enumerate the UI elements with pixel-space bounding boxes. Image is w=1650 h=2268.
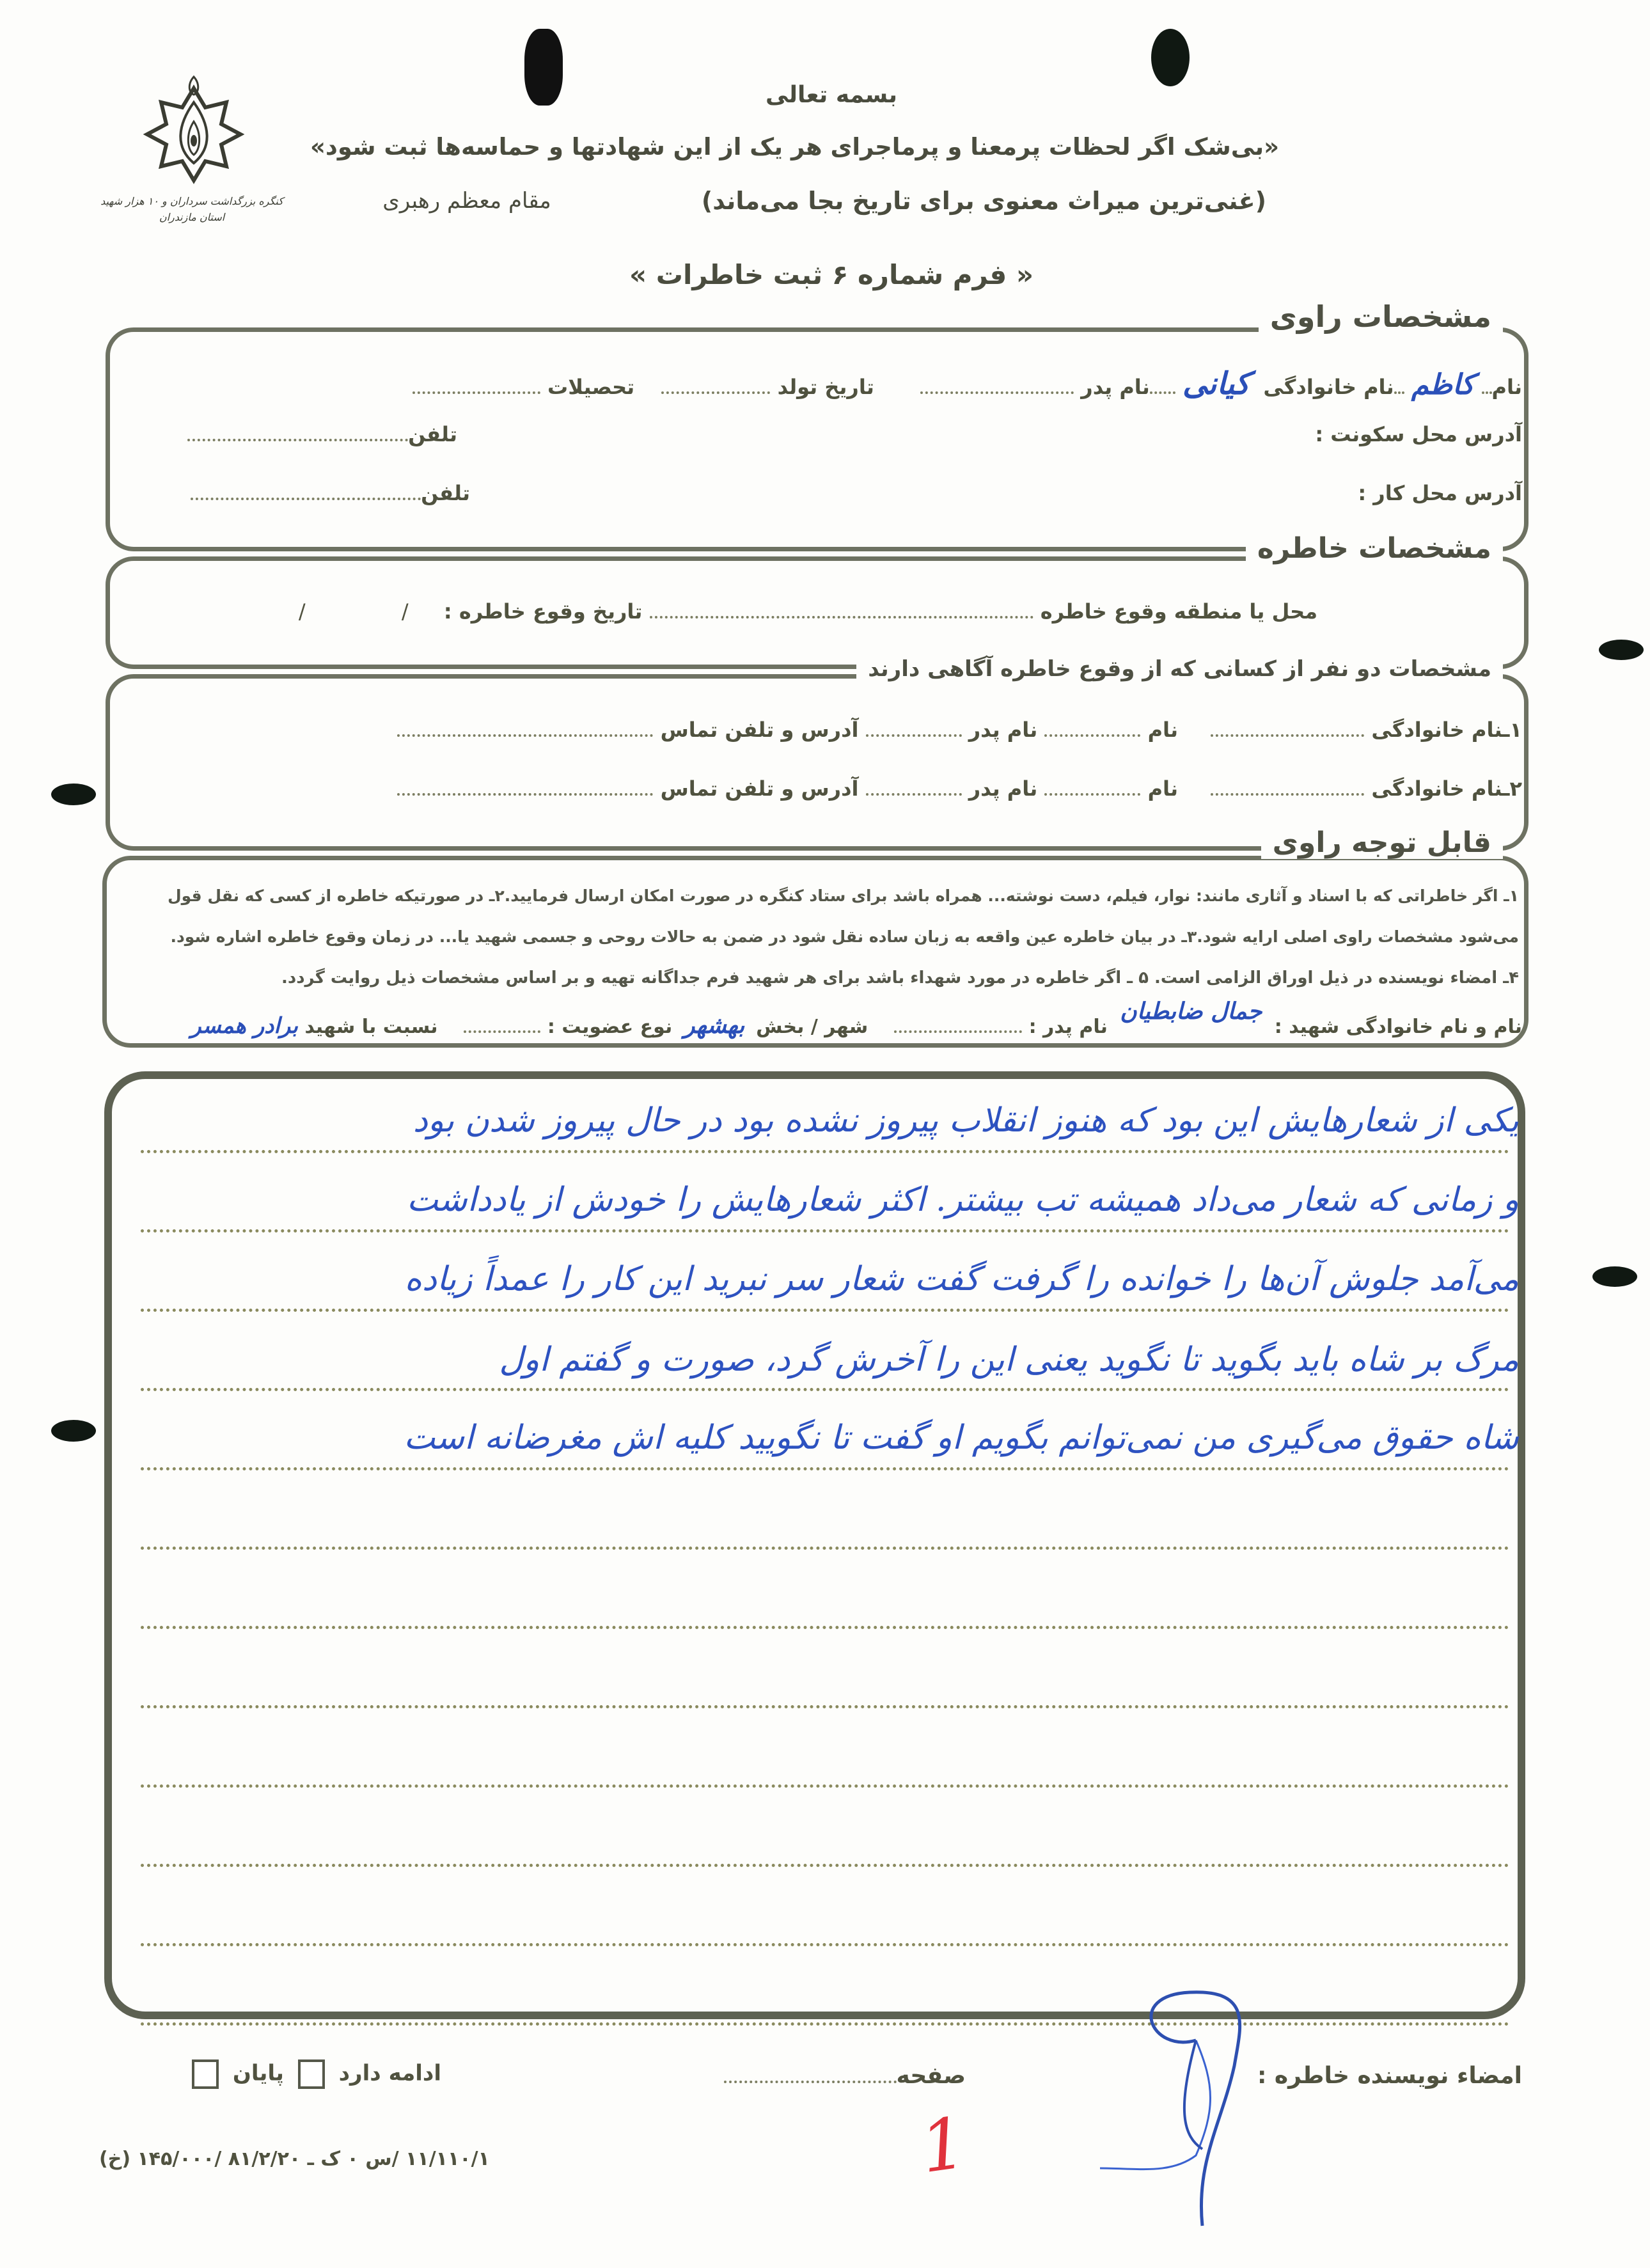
work-phone-label: تلفن [421,481,470,505]
martyr-membership-label: نوع عضویت : [547,1016,673,1038]
place-label: محل یا منطقه وقوع خاطره [1040,599,1317,624]
end-checkbox[interactable] [192,2059,219,2089]
work-address-label: آدرس محل کار : [1358,481,1522,505]
witness-1-contact-field[interactable] [397,729,653,737]
date-label: تاریخ وقوع خاطره : [443,599,643,624]
signature-row [1151,2063,1522,2089]
notes-line-1: ۱ـ اگر خاطراتی که با اسناد و آثاری مانند: نوار، فیلم، دست نوشته... همراه باشد برای ستاد کنگره در صورت امکان ارسال فرمایید.۲ـ در صورتیکه خاطره از کسی که نقل قول [167,886,1519,905]
signature-scribble [1049,1957,1317,2264]
martyr-father-label: نام پدر : [1028,1016,1108,1038]
martyr-row [128,998,1522,1039]
place-field[interactable] [650,611,1033,618]
martyr-city-label: شهر / بخش [756,1016,868,1038]
memoir-ruled-line [141,1626,1509,1629]
page-field[interactable] [724,2075,897,2083]
status-checkboxes [147,2059,441,2089]
home-address-label: آدرس محل سکونت : [1315,422,1522,446]
memory-details-title: مشخصات خاطره [1246,532,1503,565]
witness-1-name-field[interactable] [1044,729,1140,737]
form-title: « فرم شماره ۶ ثبت خاطرات » [629,259,1033,290]
witness-row-2 [128,776,1522,801]
logo-caption [96,195,288,223]
family-value[interactable]: کیانی [1182,366,1250,402]
father-field[interactable] [920,386,1074,394]
witness-1-name-label: نام [1147,718,1179,742]
memoir-ruled-line [141,1309,1509,1312]
signature-label: امضاء نویسنده خاطره : [1257,2063,1522,2089]
martyr-membership-field[interactable] [464,1025,540,1033]
martyr-father-field[interactable] [894,1025,1022,1033]
memoir-line-4: مرگ بر شاه باید بگوید تا نگوید یعنی این را آخرش گرد، صورت و گفتم اول [499,1341,1519,1379]
memory-place-row [128,599,1317,624]
home-phone-field[interactable] [187,434,408,441]
form-code: ۱۱/۱۱۰/۱ /س ۰ ک ـ ۸۱/۲/۲۰ /۱۴۵/۰۰۰ (خ) [99,2148,490,2170]
memoir-line-5: شاه حقوق می‌گیری من نمی‌توانم بگویم او گفت تا نگویید کلیه اش مغرضانه است [404,1419,1519,1457]
witness-2-family-field[interactable] [1211,788,1364,796]
memoir-ruled-line [141,1864,1509,1867]
punch-hole [51,1420,96,1442]
page-label: صفحه [896,2063,966,2089]
memoir-ruled-line [141,1784,1509,1788]
notes-line-3: ۴ـ امضاء نویسنده در ذیل اوراق الزامی است. ۵ ـ اگر خاطره در مورد شهداء باشد برای هر شهید فرم جداگانه تهیه و بر اساس مشخصات ذیل روایت گردد. [281,968,1519,988]
martyr-name-label: نام و نام خانوادگی شهید : [1274,1016,1522,1038]
witness-1-contact-label: آدرس و تلفن تماس [660,718,859,742]
witness-2-father-field[interactable] [866,788,962,796]
leader-quote-line2: (غنی‌ترین میراث معنوی برای تاریخ بجا می‌ماند) [701,187,1266,215]
witness-2-num: ۲ـ [1502,776,1522,801]
birth-label: تاریخ تولد [777,375,874,399]
witness-2-contact-label: آدرس و تلفن تماس [660,776,859,801]
name-label: نام [1491,375,1522,399]
punch-hole [1592,1266,1637,1287]
witness-2-name-label: نام [1147,776,1179,801]
witness-1-family-label: نام خانوادگی [1371,718,1503,742]
narrator-name-row [128,366,1522,402]
page-number-handwritten[interactable]: 1 [915,2101,971,2189]
martyr-name-value[interactable]: جمال ضابطیان [1120,998,1262,1025]
martyr-relation-value[interactable]: برادر همسر [191,1013,298,1039]
memoir-line-2: و زمانی که شعار می‌داد همیشه تب بیشتر. اکثر شعارهایش را خودش از یادداشت [407,1181,1519,1219]
congress-logo [139,70,248,198]
martyr-relation-label: نسبت با شهید [304,1016,438,1038]
narrator-section-title: مشخصات راوی [1259,299,1503,334]
birth-field[interactable] [661,386,770,394]
memoir-ruled-line [141,1150,1509,1153]
witness-1-father-label: نام پدر [968,718,1038,742]
education-field[interactable] [412,386,540,394]
witness-2-father-label: نام پدر [968,776,1038,801]
quote-author: مقام معظم رهبری [382,188,551,214]
name-value[interactable]: کاظم [1411,368,1475,401]
logo-caption-line1: کنگره بزرگداشت سرداران و ۱۰ هزار شهید [100,195,283,207]
family-label: نام خانوادگی [1263,375,1394,399]
witness-1-family-field[interactable] [1211,729,1364,737]
star-flame-emblem-icon [139,70,248,198]
witness-1-father-field[interactable] [866,729,962,737]
witness-row-1 [128,718,1522,742]
witnesses-title: مشخصات دو نفر از کسانی که از وقوع خاطره آگاهی دارند [856,656,1503,682]
continues-checkbox[interactable] [298,2059,325,2089]
memoir-ruled-line [141,1229,1509,1232]
witness-2-contact-field[interactable] [397,788,653,796]
memoir-ruled-line [141,1547,1509,1550]
memoir-line-1: یکی از شعارهایش این بود که هنوز انقلاب پیروز نشده بود در حال پیروز شدن بود [412,1101,1519,1140]
memoir-ruled-line [141,1705,1509,1708]
page-row [697,2063,966,2089]
invocation: بسمه تعالی [766,82,897,108]
date-value[interactable]: / / [298,599,409,624]
witness-2-family-label: نام خانوادگی [1371,776,1503,801]
continues-label: ادامه دارد [338,2060,441,2086]
martyr-city-value[interactable]: بهشهر [684,1012,745,1039]
logo-caption-line2: استان مازندران [159,211,225,223]
home-phone-label: تلفن [408,422,457,446]
education-label: تحصیلات [547,375,635,399]
home-phone-row [125,422,457,446]
notes-line-2: می‌شود مشخصات راوی اصلی ارایه شود.۳ـ در بیان خاطره عین واقعه به زبان ساده نقل شود در ضمن به حالات روحی و جسمی شهید یا... در زمان وقوع خاطره اشاره شود. [170,927,1519,946]
punch-hole [524,29,563,106]
work-phone-row [125,481,470,505]
leader-quote-line1: «بی‌شک اگر لحظات پرمعنا و پرماجرای هر یک از این شهادتها و حماسه‌ها ثبت شود» [310,133,1279,161]
memoir-ruled-line [141,1467,1509,1470]
punch-hole [1151,29,1190,86]
memoir-ruled-line [141,1388,1509,1391]
memoir-ruled-line [141,1943,1509,1946]
punch-hole [51,784,96,805]
witness-1-num: ۱ـ [1502,718,1522,742]
witnesses-box [106,674,1528,851]
punch-hole [1599,640,1644,660]
work-phone-field[interactable] [191,492,421,500]
end-label: پایان [232,2060,284,2086]
witness-2-name-field[interactable] [1044,788,1140,796]
father-label: نام پدر [1081,375,1150,399]
notes-title: قابل توجه راوی [1261,826,1503,859]
memoir-line-3: می‌آمد جلوش آن‌ها را خوانده را گرفت گفت شعار سر نبرید این کار را عمداً زیاده [404,1260,1519,1298]
